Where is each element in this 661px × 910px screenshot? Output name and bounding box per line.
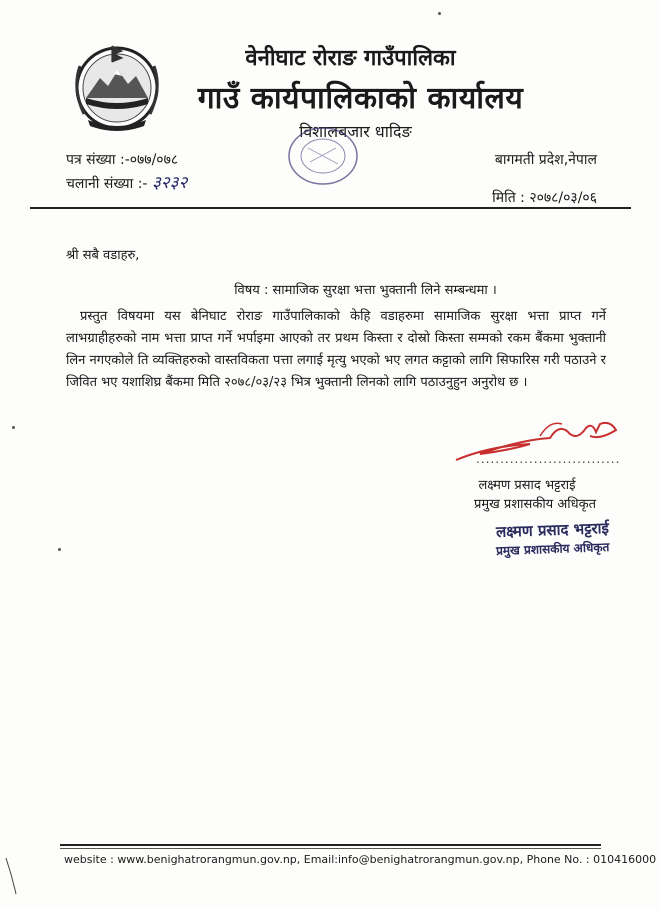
header-divider xyxy=(30,207,631,209)
designation-stamp: प्रमुख प्रशासकीय अधिकृत xyxy=(495,540,610,558)
letter-date: मिति : २०७८/०३/०६ xyxy=(492,190,597,206)
scan-speck xyxy=(438,12,441,15)
scan-speck xyxy=(12,426,15,429)
scan-speck xyxy=(58,548,61,551)
footer-divider xyxy=(60,844,601,846)
name-stamp: लक्ष्मण प्रसाद भट्टराई xyxy=(495,519,610,541)
office-location: विशालबजार धादिङ xyxy=(299,122,412,141)
office-seal-stamp xyxy=(268,118,378,188)
signatory-designation: प्रमुख प्रशासकीय अधिकृत xyxy=(474,497,597,512)
dispatch-number-label: चलानी संख्या :- xyxy=(66,176,148,192)
footer-contact: website : www.benighatrorangmun.gov.np, Email:info@benighatrorangmun.gov.np, Phone No. : 010416000 xyxy=(64,853,657,866)
signature-line: .............................. xyxy=(476,452,621,466)
dispatch-number xyxy=(66,170,187,193)
signatory-name: लक्ष्मण प्रसाद भट्टराई xyxy=(478,478,576,493)
office-title: गाउँ कार्यपालिकाको कार्यालय xyxy=(197,81,524,116)
letter-subject: विषय : सामाजिक सुरक्षा भत्ता भुक्तानी लिने सम्बन्धमा । xyxy=(234,283,497,298)
province-address: बागमती प्रदेश,नेपाल xyxy=(494,152,597,168)
footer-divider-thin xyxy=(60,848,601,849)
addressee: श्री सबै वडाहरु, xyxy=(66,248,140,263)
municipality-name: वेनीघाट रोराङ गाउँपालिका xyxy=(245,46,456,71)
scan-mark xyxy=(4,856,18,896)
letter-body: प्रस्तुत विषयमा यस बेनिघाट रोराङ गाउँपालिकाको केहि वडाहरुमा सामाजिक सुरक्षा भत्ता प्राप्त गर्ने लाभग्राहीहरुको नाम भत्ता प्राप्त गर्ने भर्पाइमा आएको तर प्रथम किस्ता र दोस्रो किस्ता सम्मको रकम बैंकमा भुक्तानी लिन नगएकोले ति व्यक्तिहरुको वास्तविकता पत्ता लगाई मृत्यु भएको भए लगत कट्टाको लागि सिफारिस गरी पठाउने र जिवित भए यशाशिघ्र बैंकमा मिति २०७८/०३/२३ भित्र भुक्तानी लिनको लागि पठाउनुहुन अनुरोध छ । xyxy=(66,309,606,390)
dispatch-number-value: ३२३२ xyxy=(151,173,188,193)
letter-reference-number: पत्र संख्या :-०७७/०७८ xyxy=(66,152,179,168)
